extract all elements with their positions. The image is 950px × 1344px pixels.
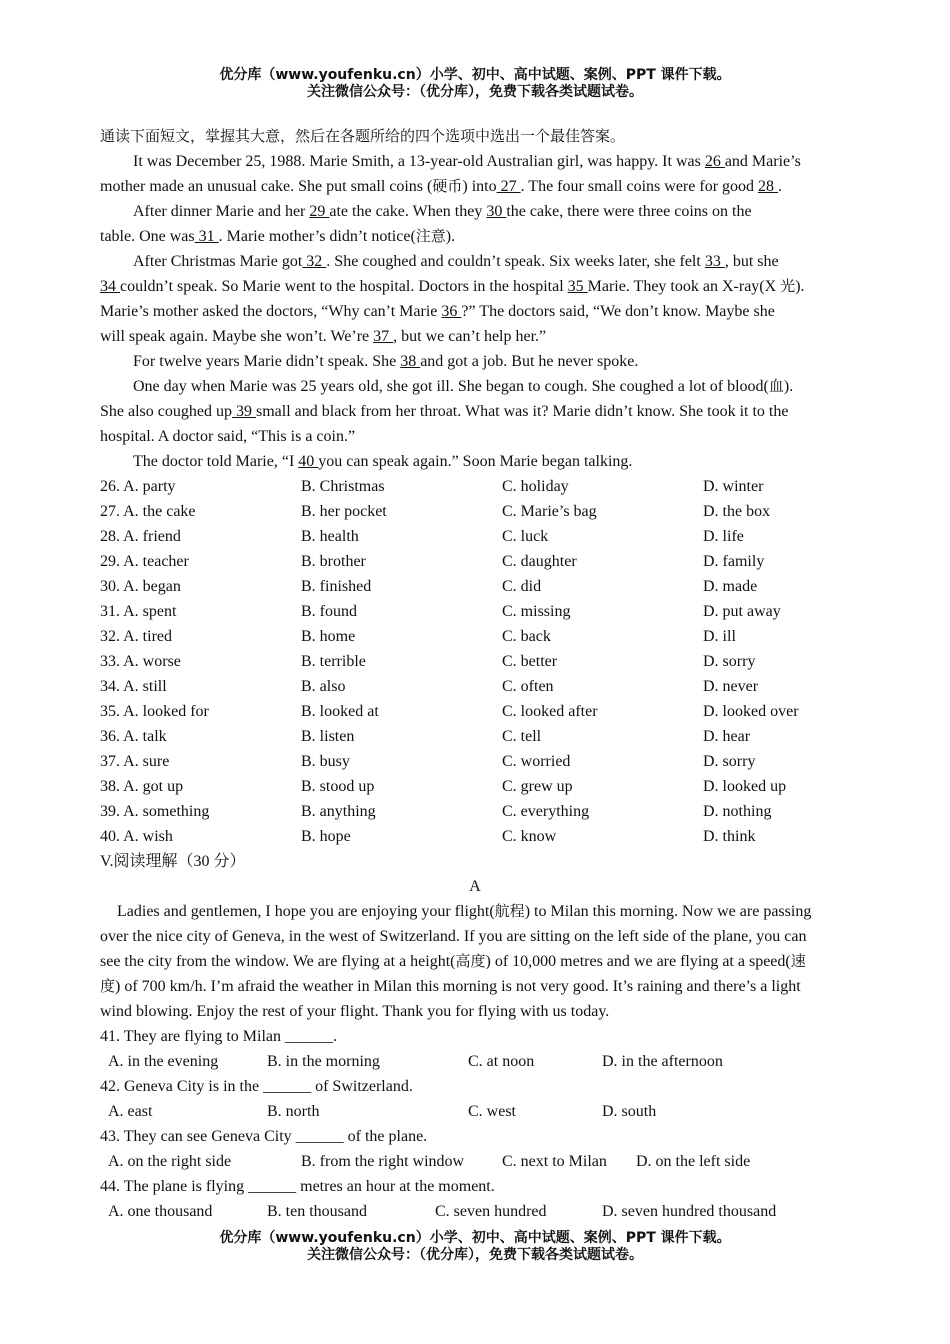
blank-40: 40 (298, 453, 319, 470)
cloze-line: will speak again. Maybe she won’t. We’re 37 , but we can’t help her.” (100, 328, 547, 345)
blank-28: 28 (758, 178, 779, 195)
question-42: 42. Geneva City is in the ______ of Switzerland. (100, 1078, 413, 1095)
blank-35: 35 (567, 278, 588, 295)
question-41-options: A. in the evening B. in the morning C. at noon D. in the afternoon (108, 1053, 723, 1070)
blank-27: 27 (496, 178, 521, 195)
option-row: 34. A. still B. also C. often D. never (100, 678, 759, 695)
option-row: 26. A. party B. Christmas C. holiday D. winter (100, 478, 764, 495)
option-row: 35. A. looked for B. looked at C. looked after D. looked over (100, 703, 799, 720)
cloze-line: Marie’s mother asked the doctors, “Why can’t Marie 36 ?” The doctors said, “We don’t know. Maybe she (100, 303, 775, 320)
reading-line: 度) of 700 km/h. I’m afraid the weather in Milan this morning is not very good. It’s raining and there’s a light (100, 977, 801, 995)
question-41: 41. They are flying to Milan ______. (100, 1028, 337, 1045)
blank-39: 39 (231, 403, 256, 420)
question-42-options: A. east B. north C. west D. south (108, 1103, 657, 1120)
cloze-line: table. One was 31 . Marie mother’s didn’t notice(注意). (100, 227, 456, 245)
option-row: 30. A. began B. finished C. did D. made (100, 578, 758, 595)
question-43-options: A. on the right side B. from the right window C. next to Milan D. on the left side (108, 1153, 751, 1170)
blank-34: 34 (100, 278, 120, 295)
option-row: 39. A. something B. anything C. everything D. nothing (100, 803, 772, 820)
page-header (0, 67, 950, 101)
option-row: 32. A. tired B. home C. back D. ill (100, 628, 736, 645)
cloze-line: After dinner Marie and her 29 ate the cake. When they 30 the cake, there were three coins on the (133, 203, 752, 220)
page-footer (0, 1230, 950, 1264)
option-row: 28. A. friend B. health C. luck D. life (100, 528, 744, 545)
option-row: 33. A. worse B. terrible C. better D. sorry (100, 653, 756, 670)
cloze-line: She also coughed up 39 small and black from her throat. What was it? Marie didn’t know. She took it to the (100, 403, 789, 420)
footer-line-2: 关注微信公众号：（优分库），免费下载各类试题试卷。 (307, 1247, 643, 1263)
footer-line-1: 优分库（www.youfenku.cn）小学、初中、高中试题、案例、PPT 课件下载。 (219, 1230, 731, 1246)
blank-26: 26 (704, 153, 725, 170)
cloze-line: The doctor told Marie, “I 40 you can speak again.” Soon Marie began talking. (133, 453, 633, 470)
cloze-line: After Christmas Marie got 32 . She coughed and couldn’t speak. Six weeks later, she felt 33 , but she (133, 253, 779, 270)
cloze-instruction: 通读下面短文，掌握其大意，然后在各题所给的四个选项中选出一个最佳答案。 (100, 127, 626, 145)
cloze-line: For twelve years Marie didn’t speak. She 38 and got a job. But he never spoke. (133, 353, 639, 370)
cloze-options (100, 474, 850, 849)
cloze-line: One day when Marie was 25 years old, she got ill. She began to cough. She coughed a lot of blood(血). (133, 377, 794, 395)
reading-line: Ladies and gentlemen, I hope you are enjoying your flight(航程) to Milan this morning. Now we are passing (117, 902, 812, 920)
blank-31: 31 (194, 228, 219, 245)
blank-36: 36 (441, 303, 462, 320)
cloze-line: hospital. A doctor said, “This is a coin.” (100, 428, 356, 445)
cloze-line: mother made an unusual cake. She put small coins (硬币) into 27 . The four small coins were for good 28 . (100, 177, 783, 195)
option-row: 29. A. teacher B. brother C. daughter D. family (100, 553, 765, 570)
header-line-1: 优分库（www.youfenku.cn）小学、初中、高中试题、案例、PPT 课件下载。 (219, 67, 731, 83)
option-row: 36. A. talk B. listen C. tell D. hear (100, 728, 751, 745)
blank-32: 32 (302, 253, 327, 270)
option-row: 31. A. spent B. found C. missing D. put away (100, 603, 781, 620)
option-row: 37. A. sure B. busy C. worried D. sorry (100, 753, 756, 770)
document-body (100, 124, 850, 1224)
section-title: V.阅读理解（30 分） (100, 853, 246, 870)
reading-line: wind blowing. Enjoy the rest of your flight. Thank you for flying with us today. (100, 1003, 610, 1020)
blank-38: 38 (400, 353, 421, 370)
blank-37: 37 (373, 328, 394, 345)
blank-30: 30 (486, 203, 507, 220)
option-row: 27. A. the cake B. her pocket C. Marie’s bag D. the box (100, 503, 771, 520)
cloze-line: It was December 25, 1988. Marie Smith, a 13-year-old Australian girl, was happy. It was 26 and Marie’s (133, 153, 801, 170)
question-44: 44. The plane is flying ______ metres an hour at the moment. (100, 1178, 495, 1195)
part-label: A (469, 878, 481, 895)
header-line-2: 关注微信公众号：（优分库），免费下载各类试题试卷。 (307, 84, 643, 100)
blank-29: 29 (309, 203, 330, 220)
cloze-line: 34 couldn’t speak. So Marie went to the hospital. Doctors in the hospital 35 Marie. They took an X-ray(X 光). (100, 277, 805, 295)
blank-33: 33 (704, 253, 725, 270)
question-44-options: A. one thousand B. ten thousand C. seven hundred D. seven hundred thousand (108, 1203, 777, 1220)
option-row: 40. A. wish B. hope C. know D. think (100, 828, 756, 845)
reading-line: over the nice city of Geneva, in the west of Switzerland. If you are sitting on the left side of the plane, you can (100, 928, 807, 945)
option-row: 38. A. got up B. stood up C. grew up D. looked up (100, 778, 787, 795)
question-43: 43. They can see Geneva City ______ of the plane. (100, 1128, 428, 1145)
reading-line: see the city from the window. We are flying at a height(高度) of 10,000 metres and we are flying at a speed(速 (100, 952, 806, 970)
